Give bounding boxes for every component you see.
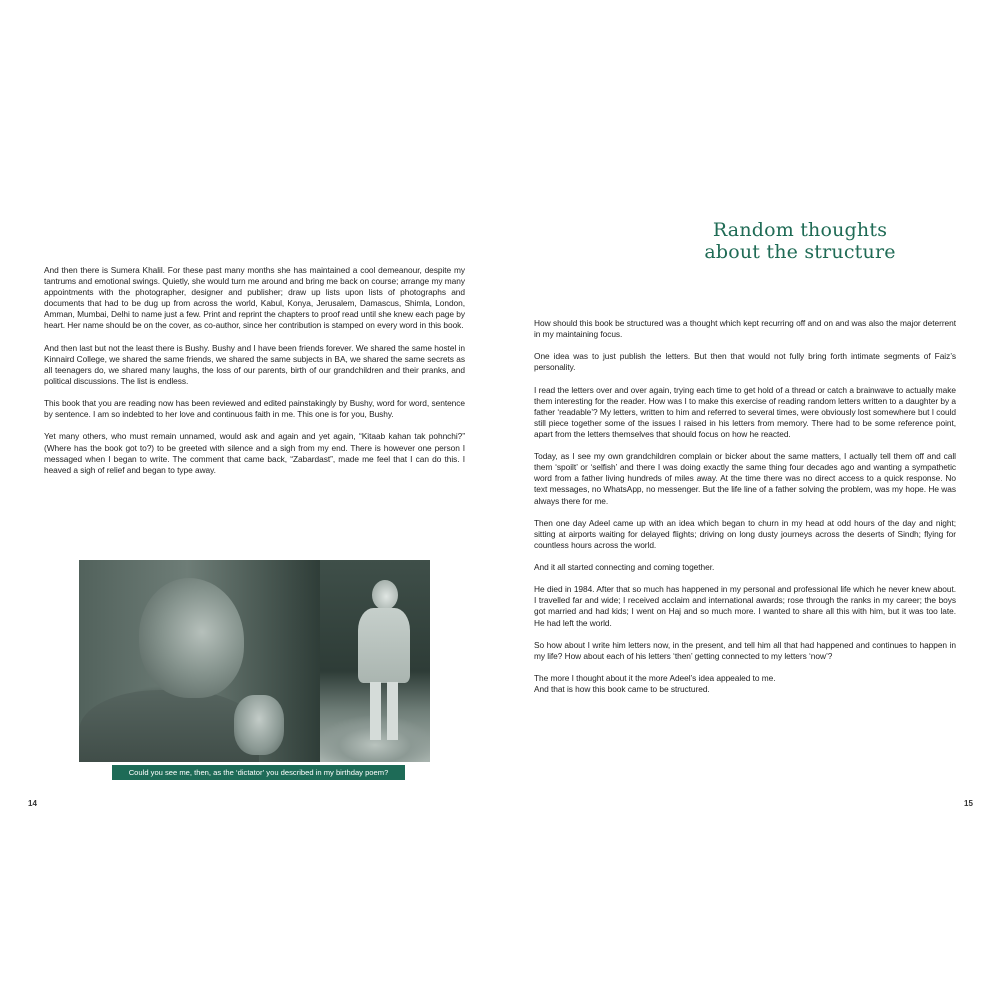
paragraph: And then last but not the least there is Bushy. Bushy and I have been friends forever. We shared the same hostel in Kinnaird College, we shared the same friends, we shared the same subjects in BA, we shared the same secrets as all teenagers do, we shared many laughs, the loss of our parents, birth of our grandchildren and their pranks, and political discussions. The list is endless. xyxy=(44,342,465,386)
child-head xyxy=(372,580,398,610)
child-legs xyxy=(370,682,398,740)
paragraph: This book that you are reading now has been reviewed and edited painstakingly by Bushy, word for word, sentence by sentence. I am so indebted to her love and continuous faith in me. This one is for you, Bushy. xyxy=(44,398,465,420)
portrait-hand xyxy=(234,695,284,755)
chapter-heading xyxy=(650,219,950,263)
paragraph: Today, as I see my own grandchildren complain or bicker about the same matters, I actually tell them off and call them ‘spoilt’ or ‘selfish’ and there I was doing exactly the same thing four decades ago and wanting a sympathetic word from a father living hundreds of miles away. At the time there was no direct access to a quick response. No text messages, no WhatsApp, no messenger. But the life line of a father solving the problem, was my hope. He was always there for me. xyxy=(534,451,956,506)
paragraph: And it all started connecting and coming together. xyxy=(534,562,715,573)
paragraph: I read the letters over and over again, trying each time to get hold of a thread or catch a brainwave to actually make them interesting for the reader. How was I to make this exercise of reading random letters written to a daughter by a father ‘readable’? My letters, written to him and referred to several times, were obviously lost somewhere but I could still piece together some of the issues I raised in his letters from memory. There had to be some reference point, apart from the letters themselves that should focus on how he reacted. xyxy=(534,384,956,439)
paragraph: Yet many others, who must remain unnamed, would ask and again and yet again, “Kitaab kahan tak pohnchi?” (Where has the book got to?) to be greeted with silence and a sigh from my end. There is however one person I messaged when I began to write. The comment that came back, “Zabardast”, made me feel that I can do this. I heaved a sigh of relief and began to type away. xyxy=(44,431,465,475)
child-dress xyxy=(358,608,410,683)
portrait-shoulder xyxy=(79,690,259,762)
portrait-head xyxy=(139,578,244,698)
heading-line-2: about the structure xyxy=(704,241,896,263)
paragraph: And that is how this book came to be structured. xyxy=(534,684,710,695)
page-number-right: 15 xyxy=(964,799,973,808)
portrait-photo xyxy=(79,560,320,762)
photo-caption: Could you see me, then, as the ‘dictator’ you described in my birthday poem? xyxy=(112,765,405,780)
photo-collage xyxy=(79,560,430,762)
paragraph: The more I thought about it the more Adeel’s idea appealed to me. xyxy=(534,673,776,683)
paragraph: He died in 1984. After that so much has happened in my personal and professional life which he never knew about. I travelled far and wide; I received acclaim and international awards; rose through the ranks in my career; the boys got married and had kids; I went on Haj and so much more. I wanted to share all this with him, but it was too late. He had left the world. xyxy=(534,584,956,628)
paragraph: And then there is Sumera Khalil. For these past many months she has maintained a cool demeanour, despite my tantrums and emotional swings. Quietly, she would turn me around and bring me back on course; arrange my many appointments with the photographer, designer and publisher; draw up lists upon lists of photographs and documents that had to be dug up from across the world, Kabul, Konya, Jerusalem, Damascus, Shimla, London, Amman, Mumbai, Delhi to name just a few. Print and reprint the chapters to proof read until she knew each page by heart. Her name should be on the cover, as co-author, since her contribution is stamped on every word in this book. xyxy=(44,265,465,331)
page-number-left: 14 xyxy=(28,799,37,808)
child-photo xyxy=(320,560,430,762)
paragraph: Then one day Adeel came up with an idea which began to churn in my head at odd hours of the day and night; sitting at airports waiting for delayed flights; driving on long dusty journeys across the deserts of Sindh; flying for countless hours across the world. xyxy=(534,517,956,550)
right-page xyxy=(500,0,1000,1000)
heading-line-1: Random thoughts xyxy=(712,219,888,241)
right-page-body xyxy=(534,318,956,706)
paragraph: One idea was to just publish the letters. But then that would not fully bring forth intimate segments of Faiz’s personality. xyxy=(534,351,956,373)
paragraph: So how about I write him letters now, in the present, and tell him all that had happened and continues to happen in my life? How about each of his letters ‘then’ getting connected to my letters ‘now’? xyxy=(534,639,956,661)
left-page-body xyxy=(44,265,465,487)
paragraph: How should this book be structured was a thought which kept recurring off and on and was also the major deterrent in my maintaining focus. xyxy=(534,318,956,340)
